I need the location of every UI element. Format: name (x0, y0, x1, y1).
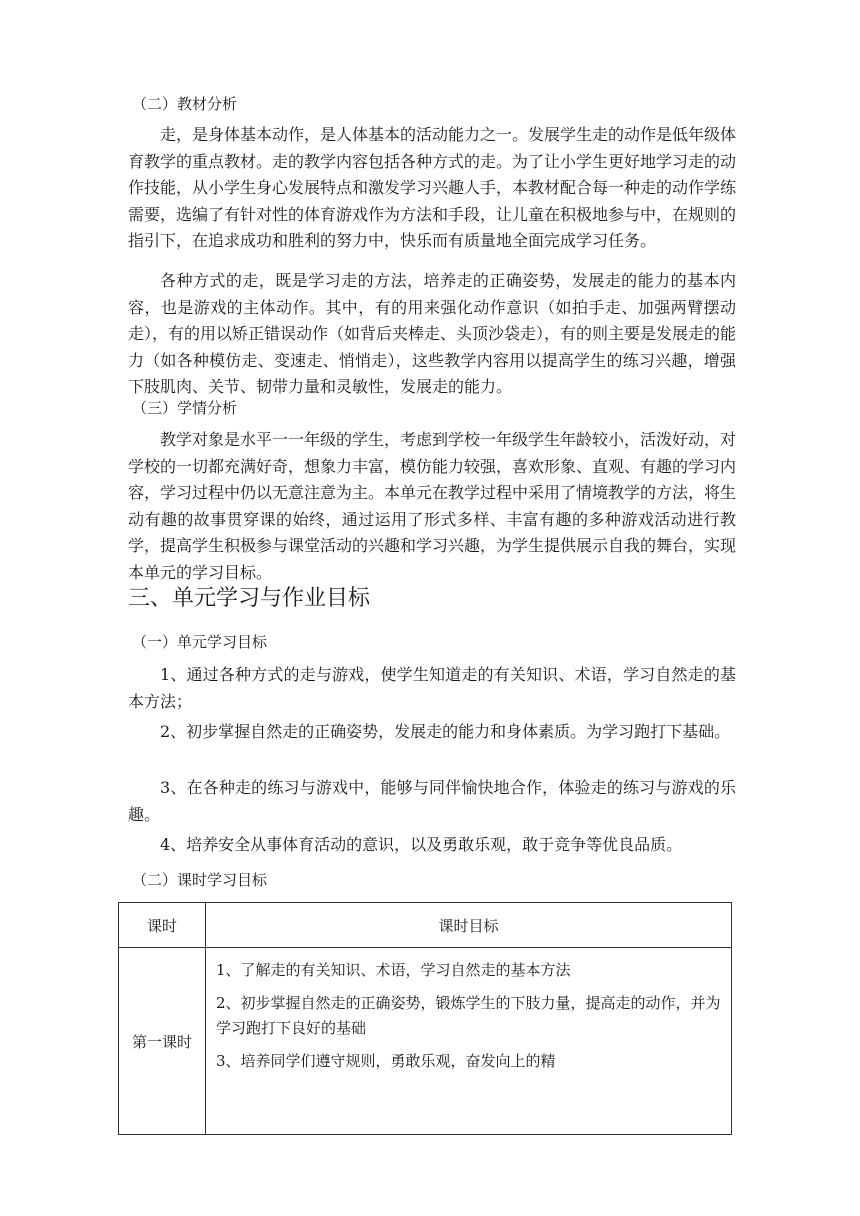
lesson-goal-item: 1、了解走的有关知识、术语，学习自然走的基本方法 (216, 961, 571, 979)
student-analysis-paragraph: 教学对象是水平一一年级的学生，考虑到学校一年级学生年龄较小，活泼好动，对学校的一切都充满好奇，想象力丰富，模仿能力较强，喜欢形象、直观、有趣的学习内容，学习过程中仍以无意注意为主。本单元在教学过程中采用了情境教学的方法，将生动有趣的故事贯穿课的始终，通过运用了形式多样、丰富有趣的多种游戏活动进行教学，提高学生积极参与课堂活动的兴趣和学习兴趣，为学生提供展示自我的舞台，实现本单元的学习目标。 (128, 430, 737, 582)
unit-goal-2: 2、初步掌握自然走的正确姿势，发展走的能力和身体素质。为学习跑打下基础。 (160, 722, 731, 741)
material-analysis-heading: （二）教材分析 (132, 95, 238, 113)
lesson-goal-item: 2、初步掌握自然走的正确姿势，锻炼学生的下肢力量，提高走的动作，并为学习跑打下良好的基础 (216, 994, 721, 1037)
unit-goal-3: 3、在各种走的练习与游戏中，能够与同伴愉快地合作，体验走的练习与游戏的乐趣。 (128, 778, 736, 824)
table-row (119, 948, 732, 1135)
header-goal: 课时目标 (206, 903, 732, 948)
student-analysis-heading: （三）学情分析 (132, 399, 238, 417)
lesson-goals-heading: （二）课时学习目标 (132, 871, 268, 889)
unit-goal-4: 4、培养安全从事体育活动的意识，以及勇敢乐观，敢于竞争等优良品质。 (160, 835, 683, 854)
section-3-title: 三、单元学习与作业目标 (128, 586, 371, 611)
lesson-goal-item: 3、培养同学们遵守规则，勇敢乐观，奋发向上的精 (216, 1052, 556, 1070)
unit-goal-1: 1、通过各种方式的走与游戏，使学生知道走的有关知识、术语，学习自然走的基本方法； (128, 665, 736, 711)
material-paragraph-1: 走，是身体基本动作，是人体基本的活动能力之一。发展学生走的动作是低年级体育教学的重点教材。走的教学内容包括各种方式的走。为了让小学生更好地学习走的动作技能，从小学生身心发展特点和激发学习兴趣人手，本教材配合每一种走的动作学练需要，选编了有针对性的体育游戏作为方法和手段，让儿童在积极地参与中，在规则的指引下，在追求成功和胜利的努力中，快乐而有质量地全面完成学习任务。 (128, 125, 737, 250)
lesson-goals-cell (206, 948, 732, 1135)
lesson-name-cell: 第一课时 (119, 948, 206, 1135)
material-paragraph-2: 各种方式的走，既是学习走的方法，培养走的正确姿势，发展走的能力的基本内容，也是游戏的主体动作。其中，有的用来强化动作意识（如拍手走、加强两臂摆动走），有的用以矫正错误动作（如背后夹棒走、头顶沙袋走），有的则主要是发展走的能力（如各种模仿走、变速走、悄悄走），这些教学内容用以提高学生的练习兴趣，增强下肢肌肉、关节、韧带力量和灵敏性，发展走的能力。 (128, 271, 737, 396)
unit-goals-heading: （一）单元学习目标 (132, 633, 268, 651)
header-lesson: 课时 (119, 903, 206, 948)
table-header-row (119, 903, 732, 948)
lesson-goals-table (118, 902, 732, 1135)
